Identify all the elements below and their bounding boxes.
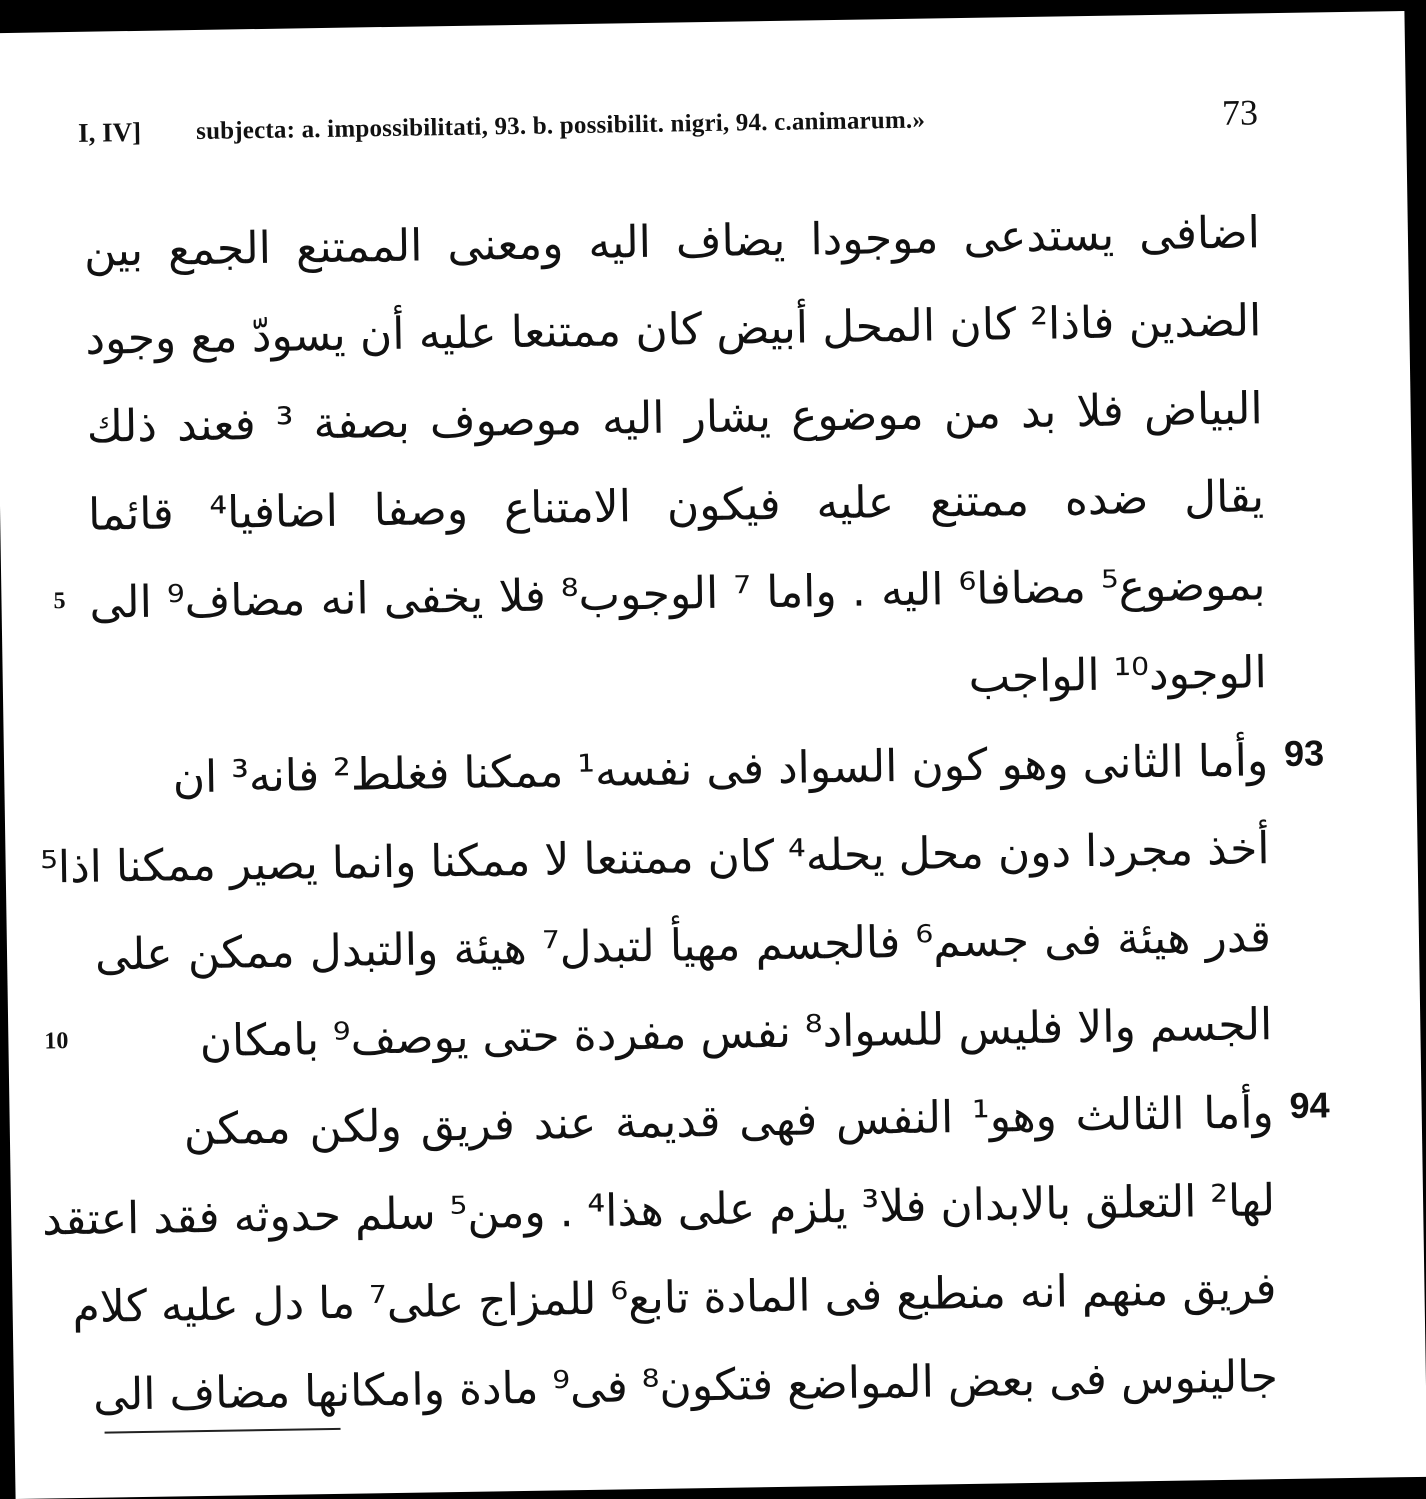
text-line: لها² التعلق بالابدان فلا³ يلزم على هذا⁴ . ومن⁵ سلم حدوثه فقد اعتقد [41, 1175, 1276, 1246]
text-line: أخذ مجردا دون محل يحله⁴ كان ممتنعا لا ممكنا وانما يصير ممكنا اذا⁵ [39, 823, 1270, 894]
section-reference: I, IV] [77, 116, 142, 148]
text-line: الجسم والا فليس للسواد⁸ نفس مفردة حتى يوصف⁹ بامكان [199, 999, 1273, 1068]
text-line: فريق منهم انه منطبع فى المادة تابع⁶ للمزاج على⁷ ما دل عليه كلام [72, 1263, 1277, 1334]
text-line: قدر هيئة فى جسم⁶ فالجسم مهيأ لتبدل⁷ هيئة والتبدل ممكن على [94, 911, 1272, 981]
text-line: يقال ضده ممتنع عليه فيكون الامتناع وصفا اضافيا⁴ قائما [87, 471, 1265, 541]
running-title: subjecta: a. impossibilitati, 93. b. possibilit. nigri, 94. c.animarum.» [195, 106, 926, 145]
margin-line-number: 5 [53, 588, 66, 615]
text-line: وأما الثالث وهو¹ النفس فهى قديمة عند فريق ولكن ممكن [183, 1087, 1275, 1156]
running-header [78, 91, 1259, 160]
text-line: البياض فلا بد من موضوع يشار اليه موصوف بصفة ³ فعند ذلك [86, 383, 1264, 453]
text-line: الوجود¹⁰ الواجب [968, 647, 1268, 703]
text-line: الضدين فاذا² كان المحل أبيض كان ممتنعا عليه أن يسودّ مع وجود [84, 295, 1262, 365]
margin-line-number: 10 [44, 1028, 69, 1055]
paragraph-number: 94 [1289, 1084, 1330, 1126]
text-line: بموضوع⁵ مضافا⁶ اليه . واما ⁷ الوجوب⁸ فلا يخفى انه مضاف⁹ الى [89, 559, 1266, 629]
text-line: جالينوس فى بعض المواضع فتكون⁸ فى⁹ مادة وامكانها مضاف الى [92, 1351, 1279, 1421]
book-page [0, 11, 1426, 1499]
paragraph-number: 93 [1283, 732, 1325, 774]
text-line: وأما الثانى وهو كون السواد فى نفسه¹ ممكنا فغلط² فانه³ ان [172, 735, 1269, 804]
text-line: اضافى يستدعى موجودا يضاف اليه ومعنى الممتنع الجمع بين [83, 207, 1261, 277]
page-number: 73 [1221, 92, 1259, 133]
